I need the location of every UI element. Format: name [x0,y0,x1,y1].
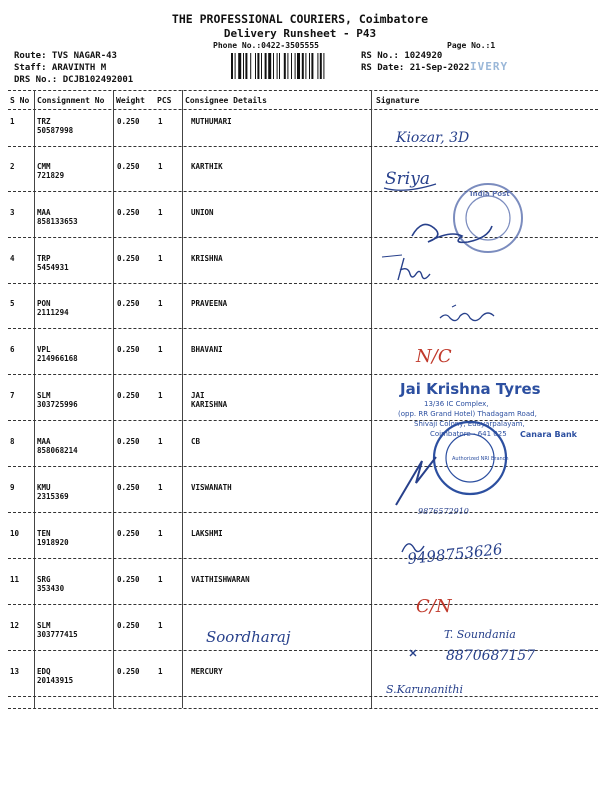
row12-signature-phone: 8870687157 [446,648,536,664]
row-consignment-no: VPL 214966168 [37,345,78,363]
phone-number: Phone No.:0422-3505555 [213,41,319,50]
row-consignee: VAITHISHWARAN [191,575,250,584]
row-sno: 9 [10,483,15,492]
row-consignment-no: KMU 2315369 [37,483,69,501]
row-consignee: MUTHUMARI [191,117,232,126]
row-consignee: VISWANATH [191,483,232,492]
row-weight: 0.250 [117,208,140,217]
route: Route: TVS NAGAR-43 [14,51,117,61]
rs-number: RS No.: 1024920 [361,51,443,61]
svg-text:Canara Bank: Canara Bank [520,430,578,439]
row-weight: 0.250 [117,529,140,538]
row5-mark [452,305,456,307]
row-consignment-no: CMM 721829 [37,162,65,180]
row3-signature [412,224,492,242]
drs-number: DRS No.: DCJB102492001 [14,75,134,85]
row-weight: 0.250 [117,621,140,630]
row-consignee: MERCURY [191,667,223,676]
shop-stamp-line1: 13/36 IC Complex, [424,400,489,408]
page-number: Page No.:1 [447,41,496,50]
shop-stamp-line4: Coimbatore - 641 025 [430,430,507,438]
row-sno: 12 [10,621,20,630]
row-pcs: 1 [158,483,163,492]
row-sno: 10 [10,529,20,538]
row-pcs: 1 [158,667,163,676]
row-sno: 11 [10,575,20,584]
row-sno: 3 [10,208,15,217]
row11-cn-mark: C/N [416,596,452,617]
rs-date: RS Date: 21-Sep-2022 [361,63,470,73]
row-weight: 0.250 [117,575,140,584]
col-signature: Signature [376,96,420,105]
row-weight: 0.250 [117,483,140,492]
row1-signature: Kiozar, 3D [396,130,470,146]
row-consignee: UNION [191,208,214,217]
row12-signature-name: T. Soundania [444,628,516,641]
row-pcs: 1 [158,391,163,400]
row-sno: 2 [10,162,15,171]
row-consignee: CB [191,437,201,446]
row-consignee: KARTHIK [191,162,223,171]
row-pcs: 1 [158,117,163,126]
row-consignee: PRAVEENA [191,299,228,308]
col-sno: S No [10,96,30,105]
row-weight: 0.250 [117,437,140,446]
row-consignee: LAKSHMI [191,529,223,538]
col-weight: Weight [116,96,145,105]
row-pcs: 1 [158,437,163,446]
row-weight: 0.250 [117,254,140,263]
runsheet-title: Delivery Runsheet - P43 [223,27,377,40]
row9-phone: 9876572910 [418,507,469,516]
row-pcs: 1 [158,254,163,263]
row-consignment-no: MAA 858068214 [37,437,78,455]
row-sno: 13 [10,667,20,676]
row-pcs: 1 [158,299,163,308]
row-consignment-no: MAA 858133653 [37,208,78,226]
row-pcs: 1 [158,208,163,217]
row-sno: 1 [10,117,15,126]
row2-signature: Sriya [385,169,430,189]
row-weight: 0.250 [117,299,140,308]
row-consignment-no: PON 2111294 [37,299,69,317]
row-consignment-no: TRZ 50587998 [37,117,74,135]
row-consignee: BHAVANI [191,345,223,354]
row-pcs: 1 [158,621,163,630]
row-sno: 8 [10,437,15,446]
row-sno: 6 [10,345,15,354]
col-consignment: Consignment No [37,96,105,105]
row13-signature: S.Karunanithi [386,683,464,696]
row-weight: 0.250 [117,117,140,126]
row-consignment-no: EDQ 20143915 [37,667,74,685]
shop-stamp-line2: (opp. RR Grand Hotel) Thadagam Road, [398,410,537,418]
row-sno: 7 [10,391,15,400]
row-weight: 0.250 [117,391,140,400]
row4-tick [382,255,402,257]
row-consignment-no: SLM 303725996 [37,391,78,409]
row7-nc-mark: N/C [416,346,452,367]
staff: Staff: ARAVINTH M [14,63,107,73]
row12-consignee-handwriting: Soordharaj [206,628,291,646]
row12-cross [410,650,416,656]
faint-stamp-text: IVERY [470,60,509,73]
col-consignee: Consignee Details [185,96,267,105]
row-sno: 4 [10,254,15,263]
row10-phone: 9498753626 [406,540,504,568]
company-title: THE PROFESSIONAL COURIERS, Coimbatore [171,12,429,26]
row-weight: 0.250 [117,345,140,354]
svg-text:Authorized NRI Branch: Authorized NRI Branch [452,456,509,462]
row-pcs: 1 [158,345,163,354]
row-consignee: KRISHNA [191,254,223,263]
row-consignment-no: TRP 5454931 [37,254,69,272]
row-sno: 5 [10,299,15,308]
row-consignment-no: SRG 353430 [37,575,65,593]
row-consignment-no: TEN 1918920 [37,529,69,547]
row5-signature [440,313,494,321]
row-weight: 0.250 [117,162,140,171]
shop-stamp-name: Jai Krishna Tyres [400,380,541,398]
col-pcs: PCS [157,96,172,105]
row-pcs: 1 [158,529,163,538]
row-pcs: 1 [158,162,163,171]
row-consignee: JAI KARISHNA [191,391,228,409]
row4-signature [398,258,430,280]
svg-text:India Post: India Post [470,190,510,198]
row-weight: 0.250 [117,667,140,676]
row9-signature [396,457,436,505]
row-pcs: 1 [158,575,163,584]
shop-stamp-line3: Shivaji Colony, Edayarpalayam, [414,420,525,428]
row-consignment-no: SLM 303777415 [37,621,78,639]
